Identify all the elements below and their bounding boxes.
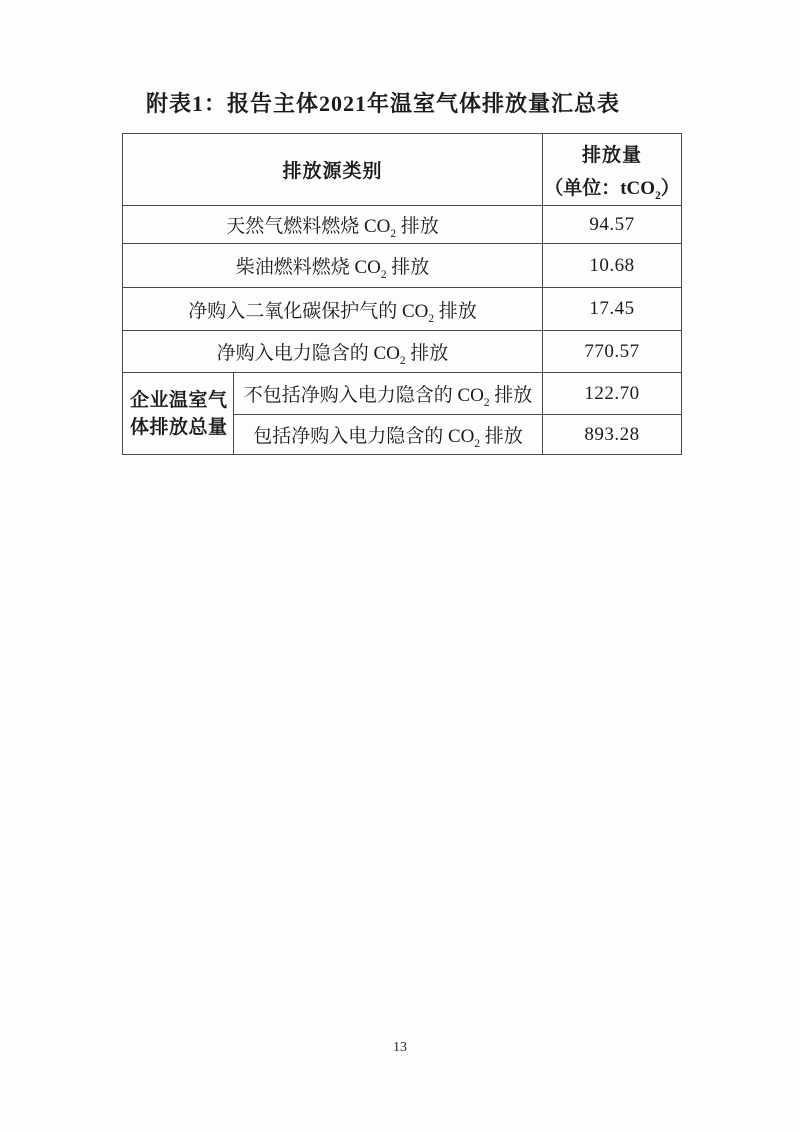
category-cell [234,373,543,415]
category-label-suffix: 排放 [489,385,533,406]
table-header-row [123,134,682,206]
category-label: 包括净购入电力隐含的 CO [253,426,475,447]
co2-subscript: 2 [380,268,387,281]
unit-sub: 2 [655,189,661,202]
value-cell: 10.68 [543,244,682,288]
table-row [123,331,682,373]
table-row [123,288,682,331]
category-cell [234,415,543,455]
value-cell: 17.45 [543,288,682,331]
unit-post: ） [660,177,680,199]
category-label-suffix: 排放 [386,257,430,278]
table-row [123,244,682,288]
value-cell: 893.28 [543,415,682,455]
co2-subscript: 2 [428,312,435,325]
header-category-cell: 排放源类别 [123,134,543,206]
header-amount-title: 排放量 [582,144,643,166]
category-cell [123,206,543,244]
category-label: 净购入二氧化碳保护气的 CO [188,300,429,322]
category-cell [123,331,543,373]
table-row [123,373,682,415]
category-cell [123,288,543,331]
header-amount-unit [543,177,681,202]
value-cell: 94.57 [543,206,682,244]
category-label: 天然气燃料燃烧 CO [226,216,391,237]
category-label-suffix: 排放 [480,426,523,447]
co2-subscript: 2 [390,227,397,240]
emissions-table-container [122,133,682,455]
value-cell: 770.57 [543,331,682,373]
category-label-suffix: 排放 [434,300,477,322]
page-number: 13 [393,1040,407,1055]
co2-subscript: 2 [399,354,406,367]
table-row [123,206,682,244]
header-amount-text [543,144,681,202]
unit-pre: （单位：tCO [544,177,656,199]
category-label-suffix: 排放 [405,343,449,364]
category-label: 不包括净购入电力隐含的 CO [243,385,484,406]
co2-subscript: 2 [483,396,490,409]
category-label: 净购入电力隐含的 CO [216,343,400,364]
page-title: 附表1：报告主体2021年温室气体排放量汇总表 [146,91,621,116]
value-cell: 122.70 [543,373,682,415]
co2-subscript: 2 [474,437,481,450]
category-label: 柴油燃料燃烧 CO [235,257,381,278]
header-amount-cell [543,134,682,206]
category-cell [123,244,543,288]
emissions-summary-table [122,133,682,455]
category-label-suffix: 排放 [396,216,439,237]
total-group-label-cell: 企业温室气体排放总量 [123,373,234,455]
